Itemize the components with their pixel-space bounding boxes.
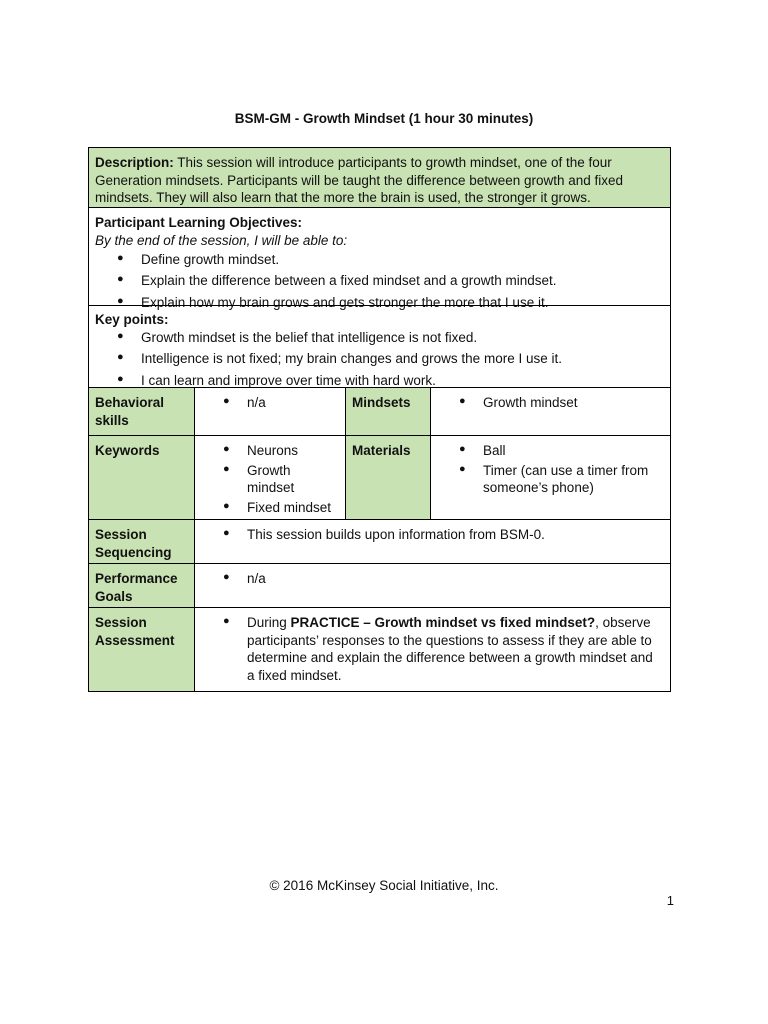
session-sequencing-label: Session Sequencing bbox=[89, 520, 195, 563]
keywords-value bbox=[195, 436, 346, 519]
key-points-list bbox=[95, 329, 664, 390]
keywords-materials-row bbox=[89, 435, 670, 519]
objectives-list bbox=[95, 251, 664, 312]
session-overview-table bbox=[88, 147, 671, 692]
behavioral-skills-label: Behavioral skills bbox=[89, 388, 195, 435]
description-label: Description: bbox=[95, 155, 174, 170]
objective-item: ● Define growth mindset. bbox=[117, 251, 664, 269]
mindsets-label: Mindsets bbox=[346, 388, 431, 435]
key-point-item: ● I can learn and improve over time with hard work. bbox=[117, 372, 664, 390]
materials-value bbox=[431, 436, 670, 519]
session-assessment-label: Session Assessment bbox=[89, 608, 195, 691]
keyword-item: ● Neurons bbox=[223, 442, 339, 460]
keyword-item: ● Growth mindset bbox=[223, 462, 339, 497]
performance-goal-item: ● n/a bbox=[223, 570, 664, 588]
objectives-row bbox=[89, 207, 670, 310]
objective-item: ● Explain how my brain grows and gets stronger the more that I use it. bbox=[117, 294, 664, 312]
document-title: BSM-GM - Growth Mindset (1 hour 30 minutes) bbox=[234, 111, 534, 126]
mindsets-value bbox=[431, 388, 670, 435]
keyword-item: ● Fixed mindset bbox=[223, 499, 339, 517]
objectives-intro: By the end of the session, I will be able to: bbox=[95, 232, 348, 248]
key-points-label: Key points: bbox=[95, 312, 169, 327]
description-row bbox=[89, 148, 670, 207]
keywords-label: Keywords bbox=[89, 436, 195, 519]
key-points-row bbox=[89, 305, 670, 387]
session-sequencing-value bbox=[195, 520, 670, 563]
assessment-activity-name: PRACTICE – Growth mindset vs fixed mindset? bbox=[290, 615, 596, 630]
material-item: ● Ball bbox=[459, 442, 664, 460]
assessment-text: , observe participants’ responses to the questions to assess if they are able to determine and explain the difference between a growth mindset and a fixed mindset. bbox=[247, 615, 653, 683]
copyright-footer: © 2016 McKinsey Social Initiative, Inc. bbox=[269, 878, 499, 893]
assessment-item bbox=[223, 614, 664, 684]
performance-goals-row bbox=[89, 563, 670, 607]
behavioral-skills-value bbox=[195, 388, 346, 435]
behavioral-skill-item: ● n/a bbox=[223, 394, 339, 412]
skills-mindsets-row bbox=[89, 387, 670, 435]
session-assessment-row bbox=[89, 607, 670, 691]
session-assessment-value bbox=[195, 608, 670, 691]
performance-goals-value bbox=[195, 564, 670, 607]
session-sequencing-row bbox=[89, 519, 670, 563]
materials-label: Materials bbox=[346, 436, 431, 519]
material-item: ● Timer (can use a timer from someone’s phone) bbox=[459, 462, 664, 497]
description-text: This session will introduce participants to growth mindset, one of the four Generation mindsets. Participants will be taught the difference between growth and fixed mindsets. They will also learn that the more the brain is used, the stronger it grows. bbox=[95, 155, 624, 206]
mindset-item: ● Growth mindset bbox=[459, 394, 664, 412]
assessment-prefix: During bbox=[247, 615, 291, 630]
sequencing-item: ● This session builds upon information from BSM-0. bbox=[223, 526, 664, 544]
objective-item: ● Explain the difference between a fixed mindset and a growth mindset. bbox=[117, 272, 664, 290]
key-point-item: ● Intelligence is not fixed; my brain changes and grows the more I use it. bbox=[117, 350, 664, 368]
page-number: 1 bbox=[666, 893, 674, 908]
objectives-label: Participant Learning Objectives: bbox=[95, 215, 303, 230]
performance-goals-label: Performance Goals bbox=[89, 564, 195, 607]
key-point-item: ● Growth mindset is the belief that intelligence is not fixed. bbox=[117, 329, 664, 347]
